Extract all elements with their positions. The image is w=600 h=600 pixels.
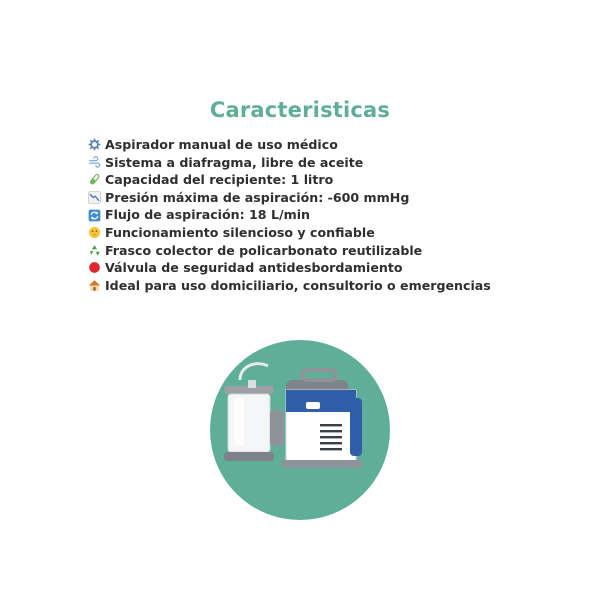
- recycle-icon: [88, 244, 101, 257]
- feature-text: Ideal para uso domiciliario, consultorio o emergencias: [105, 277, 491, 293]
- test-tube-icon: [88, 173, 101, 186]
- feature-text: Flujo de aspiración: 18 L/min: [105, 207, 310, 223]
- feature-item: [88, 242, 491, 260]
- wind-icon: [88, 156, 101, 169]
- product-image: [210, 340, 390, 520]
- feature-text: Aspirador manual de uso médico: [105, 137, 338, 152]
- feature-item: [88, 206, 491, 224]
- chart-down-icon: [88, 191, 101, 204]
- gear-icon: [88, 138, 101, 151]
- feature-text: Capacidad del recipiente: 1 litro: [105, 172, 334, 188]
- feature-item: [88, 224, 491, 242]
- feature-item: [88, 259, 491, 277]
- cycle-arrows-icon: [88, 209, 101, 222]
- page-title: Caracteristicas: [209, 98, 391, 122]
- feature-text: Frasco colector de policarbonato reutilizable: [105, 242, 423, 258]
- feature-item: [88, 171, 491, 189]
- feature-item: [88, 136, 491, 154]
- feature-item: [88, 277, 491, 295]
- feature-list: [88, 136, 491, 294]
- feature-text: Válvula de seguridad antidesbordamiento: [105, 260, 403, 276]
- house-icon: [88, 279, 101, 292]
- feature-item: [88, 154, 491, 172]
- feature-item: [88, 189, 491, 207]
- shushing-face-icon: [88, 226, 101, 239]
- feature-text: Sistema a diafragma, libre de aceite: [105, 154, 364, 170]
- feature-text: Presión máxima de aspiración: -600 mmHg: [105, 189, 410, 205]
- red-circle-icon: [88, 261, 101, 274]
- feature-text: Funcionamiento silencioso y confiable: [105, 224, 375, 240]
